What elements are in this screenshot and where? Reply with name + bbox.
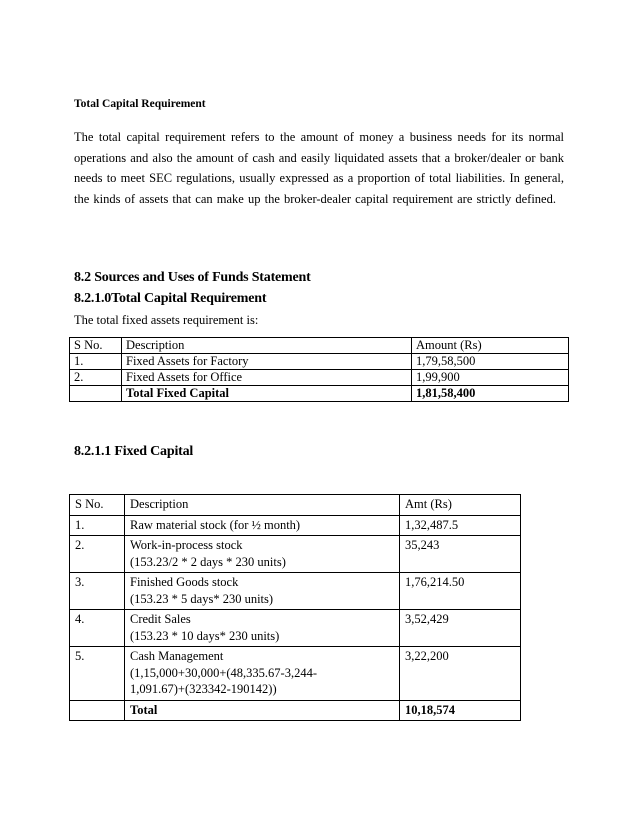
table-header-row [70, 495, 521, 516]
cell-total-amount: 1,81,58,400 [412, 386, 569, 402]
cell-total-label: Total [125, 700, 400, 721]
cell-amount: 3,52,429 [400, 610, 521, 647]
cell-sno: 1. [70, 515, 125, 536]
cell-description-detail: (153.23 * 10 days* 230 units) [130, 628, 280, 643]
cell-description-detail: (153.23 * 5 days* 230 units) [130, 591, 274, 606]
cell-description: Fixed Assets for Factory [122, 354, 412, 370]
cell-description [125, 536, 400, 573]
cell-description-detail: (1,15,000+30,000+(48,335.67-3,244- [130, 665, 317, 680]
cell-description-main: Work-in-process stock [130, 538, 243, 552]
cell-sno: 2. [70, 370, 122, 386]
header-sno: S No. [70, 338, 122, 354]
table-row [70, 647, 521, 701]
table-row [70, 370, 569, 386]
fixed-assets-table [69, 337, 569, 402]
cell-amount: 1,32,487.5 [400, 515, 521, 536]
table-total-row [70, 700, 521, 721]
cell-description-main: Cash Management [130, 649, 224, 663]
cell-total-label: Total Fixed Capital [122, 386, 412, 402]
cell-amount: 1,79,58,500 [412, 354, 569, 370]
table-row [70, 573, 521, 610]
cell-description: Raw material stock (for ½ month) [125, 515, 400, 536]
table-row [70, 515, 521, 536]
header-sno: S No. [70, 495, 125, 516]
cell-description-detail: 1,091.67)+(323342-190142)) [130, 682, 277, 696]
section-subtitle: 8.2.1.0Total Capital Requirement [74, 291, 267, 306]
cell-amount: 1,99,900 [412, 370, 569, 386]
cell-amount: 3,22,200 [400, 647, 521, 701]
cell-description-main: Finished Goods stock [130, 575, 239, 589]
intro-heading: Total Capital Requirement [74, 98, 206, 110]
cell-sno: 5. [70, 647, 125, 701]
table-row [70, 610, 521, 647]
cell-sno: 4. [70, 610, 125, 647]
cell-sno: 1. [70, 354, 122, 370]
header-description: Description [122, 338, 412, 354]
intro-paragraph: The total capital requirement refers to the amount of money a business needs for its normal operations and also the amount of cash and easily liquidated assets that a broker/dealer or bank needs to meet SEC regulations, usually expressed as a proportion of total liabilities. In general, the kinds of assets that can make up the broker-dealer capital requirement are strictly defined. [74, 130, 564, 206]
cell-amount: 1,76,214.50 [400, 573, 521, 610]
fixed-capital-table [69, 494, 521, 721]
cell-description [125, 573, 400, 610]
cell-description-detail: (153.23/2 * 2 days * 230 units) [130, 554, 286, 569]
header-description: Description [125, 495, 400, 516]
cell-description-main: Credit Sales [130, 612, 191, 626]
section-title: 8.2 Sources and Uses of Funds Statement [74, 270, 311, 285]
cell-description [125, 610, 400, 647]
section-lead: The total fixed assets requirement is: [74, 313, 259, 327]
cell-amount: 35,243 [400, 536, 521, 573]
table-row [70, 536, 521, 573]
table-row [70, 354, 569, 370]
header-amount: Amount (Rs) [412, 338, 569, 354]
cell-sno [70, 700, 125, 721]
cell-sno [70, 386, 122, 402]
table-header-row [70, 338, 569, 354]
cell-description [125, 647, 400, 701]
cell-sno: 3. [70, 573, 125, 610]
header-amount: Amt (Rs) [400, 495, 521, 516]
fixed-capital-title: 8.2.1.1 Fixed Capital [74, 444, 194, 459]
cell-sno: 2. [70, 536, 125, 573]
table-total-row [70, 386, 569, 402]
cell-description: Fixed Assets for Office [122, 370, 412, 386]
cell-total-amount: 10,18,574 [400, 700, 521, 721]
